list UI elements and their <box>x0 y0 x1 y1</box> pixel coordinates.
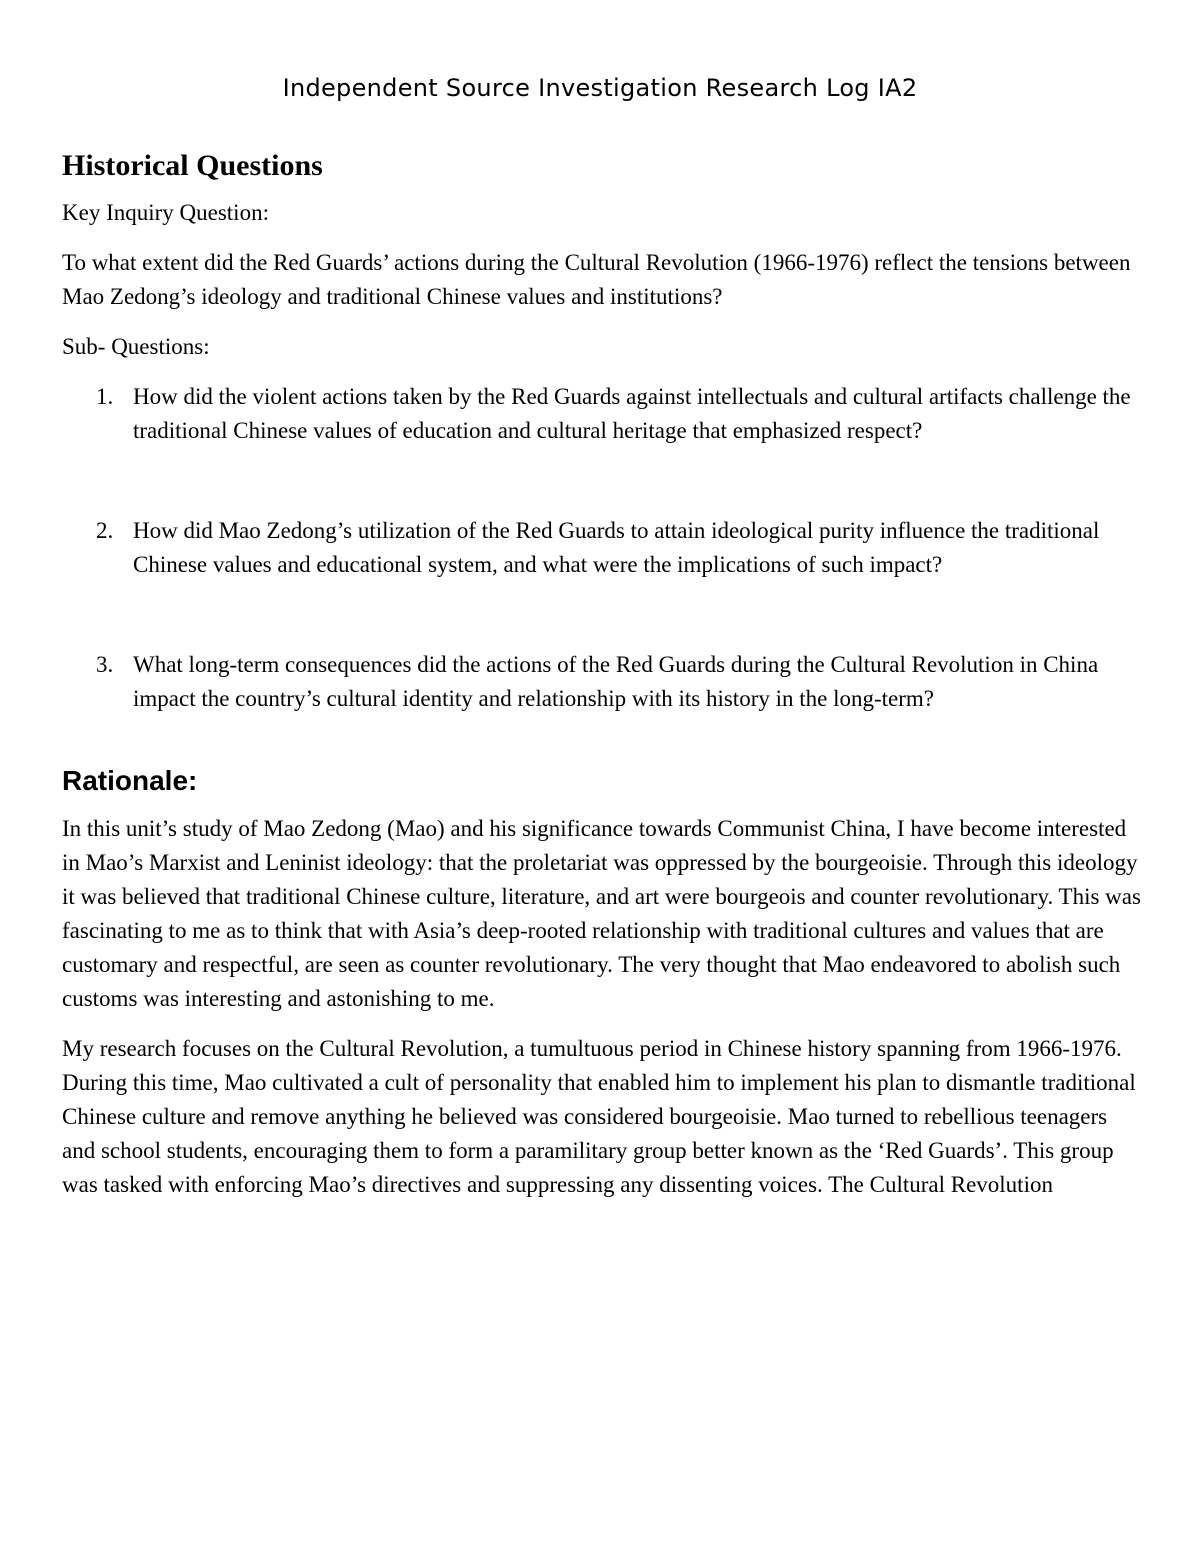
sub-question-number: 1. <box>96 384 114 409</box>
sub-question-text: How did Mao Zedong’s utilization of the Red Guards to attain ideological purity influence the traditional Chinese values and educational system, and what were the implications of such impact? <box>133 518 1100 577</box>
sub-questions-label: Sub- Questions: <box>62 334 210 359</box>
document-body <box>62 146 1142 1218</box>
rationale-paragraph: In this unit’s study of Mao Zedong (Mao) and his significance towards Communist China, I have become interested in Mao’s Marxist and Leninist ideology: that the proletariat was oppressed by the bourgeoisie. Through this ideology it was believed that traditional Chinese culture, literature, and art were bourgeois and counter revolutionary. This was fascinating to me as to think that with Asia’s deep-rooted relationship with traditional cultures and values that are customary and respectful, are seen as counter revolutionary. The very thought that Mao endeavored to abolish such customs was interesting and astonishing to me. <box>62 816 1141 1011</box>
key-inquiry-question: To what extent did the Red Guards’ actions during the Cultural Revolution (1966-1976) reflect the tensions between Mao Zedong’s ideology and traditional Chinese values and institutions? <box>62 250 1131 309</box>
sub-question-text: How did the violent actions taken by the Red Guards against intellectuals and cultural artifacts challenge the traditional Chinese values of education and cultural heritage that emphasized respect? <box>133 384 1131 443</box>
section-spacer <box>62 716 1142 762</box>
sub-question-item <box>62 514 1142 582</box>
sub-question-number: 2. <box>96 518 114 543</box>
rationale-heading: Rationale: <box>62 765 198 796</box>
sub-question-item <box>62 648 1142 716</box>
sub-questions-list <box>62 380 1142 716</box>
sub-question-item <box>62 380 1142 448</box>
key-inquiry-label: Key Inquiry Question: <box>62 200 269 225</box>
sub-question-text: What long-term consequences did the actions of the Red Guards during the Cultural Revolution in China impact the country’s cultural identity and relationship with its history in the long-term? <box>133 652 1099 711</box>
rationale-paragraph: My research focuses on the Cultural Revolution, a tumultuous period in Chinese history spanning from 1966-1976. During this time, Mao cultivated a cult of personality that enabled him to implement his plan to dismantle traditional Chinese culture and remove anything he believed was considered bourgeoisie. Mao turned to rebellious teenagers and school students, encouraging them to form a paramilitary group better known as the ‘Red Guards’. This group was tasked with enforcing Mao’s directives and suppressing any dissenting voices. The Cultural Revolution <box>62 1036 1136 1197</box>
historical-questions-heading: Historical Questions <box>62 149 323 182</box>
document-title: Independent Source Investigation Research Log IA2 <box>282 74 918 102</box>
sub-question-number: 3. <box>96 652 114 677</box>
